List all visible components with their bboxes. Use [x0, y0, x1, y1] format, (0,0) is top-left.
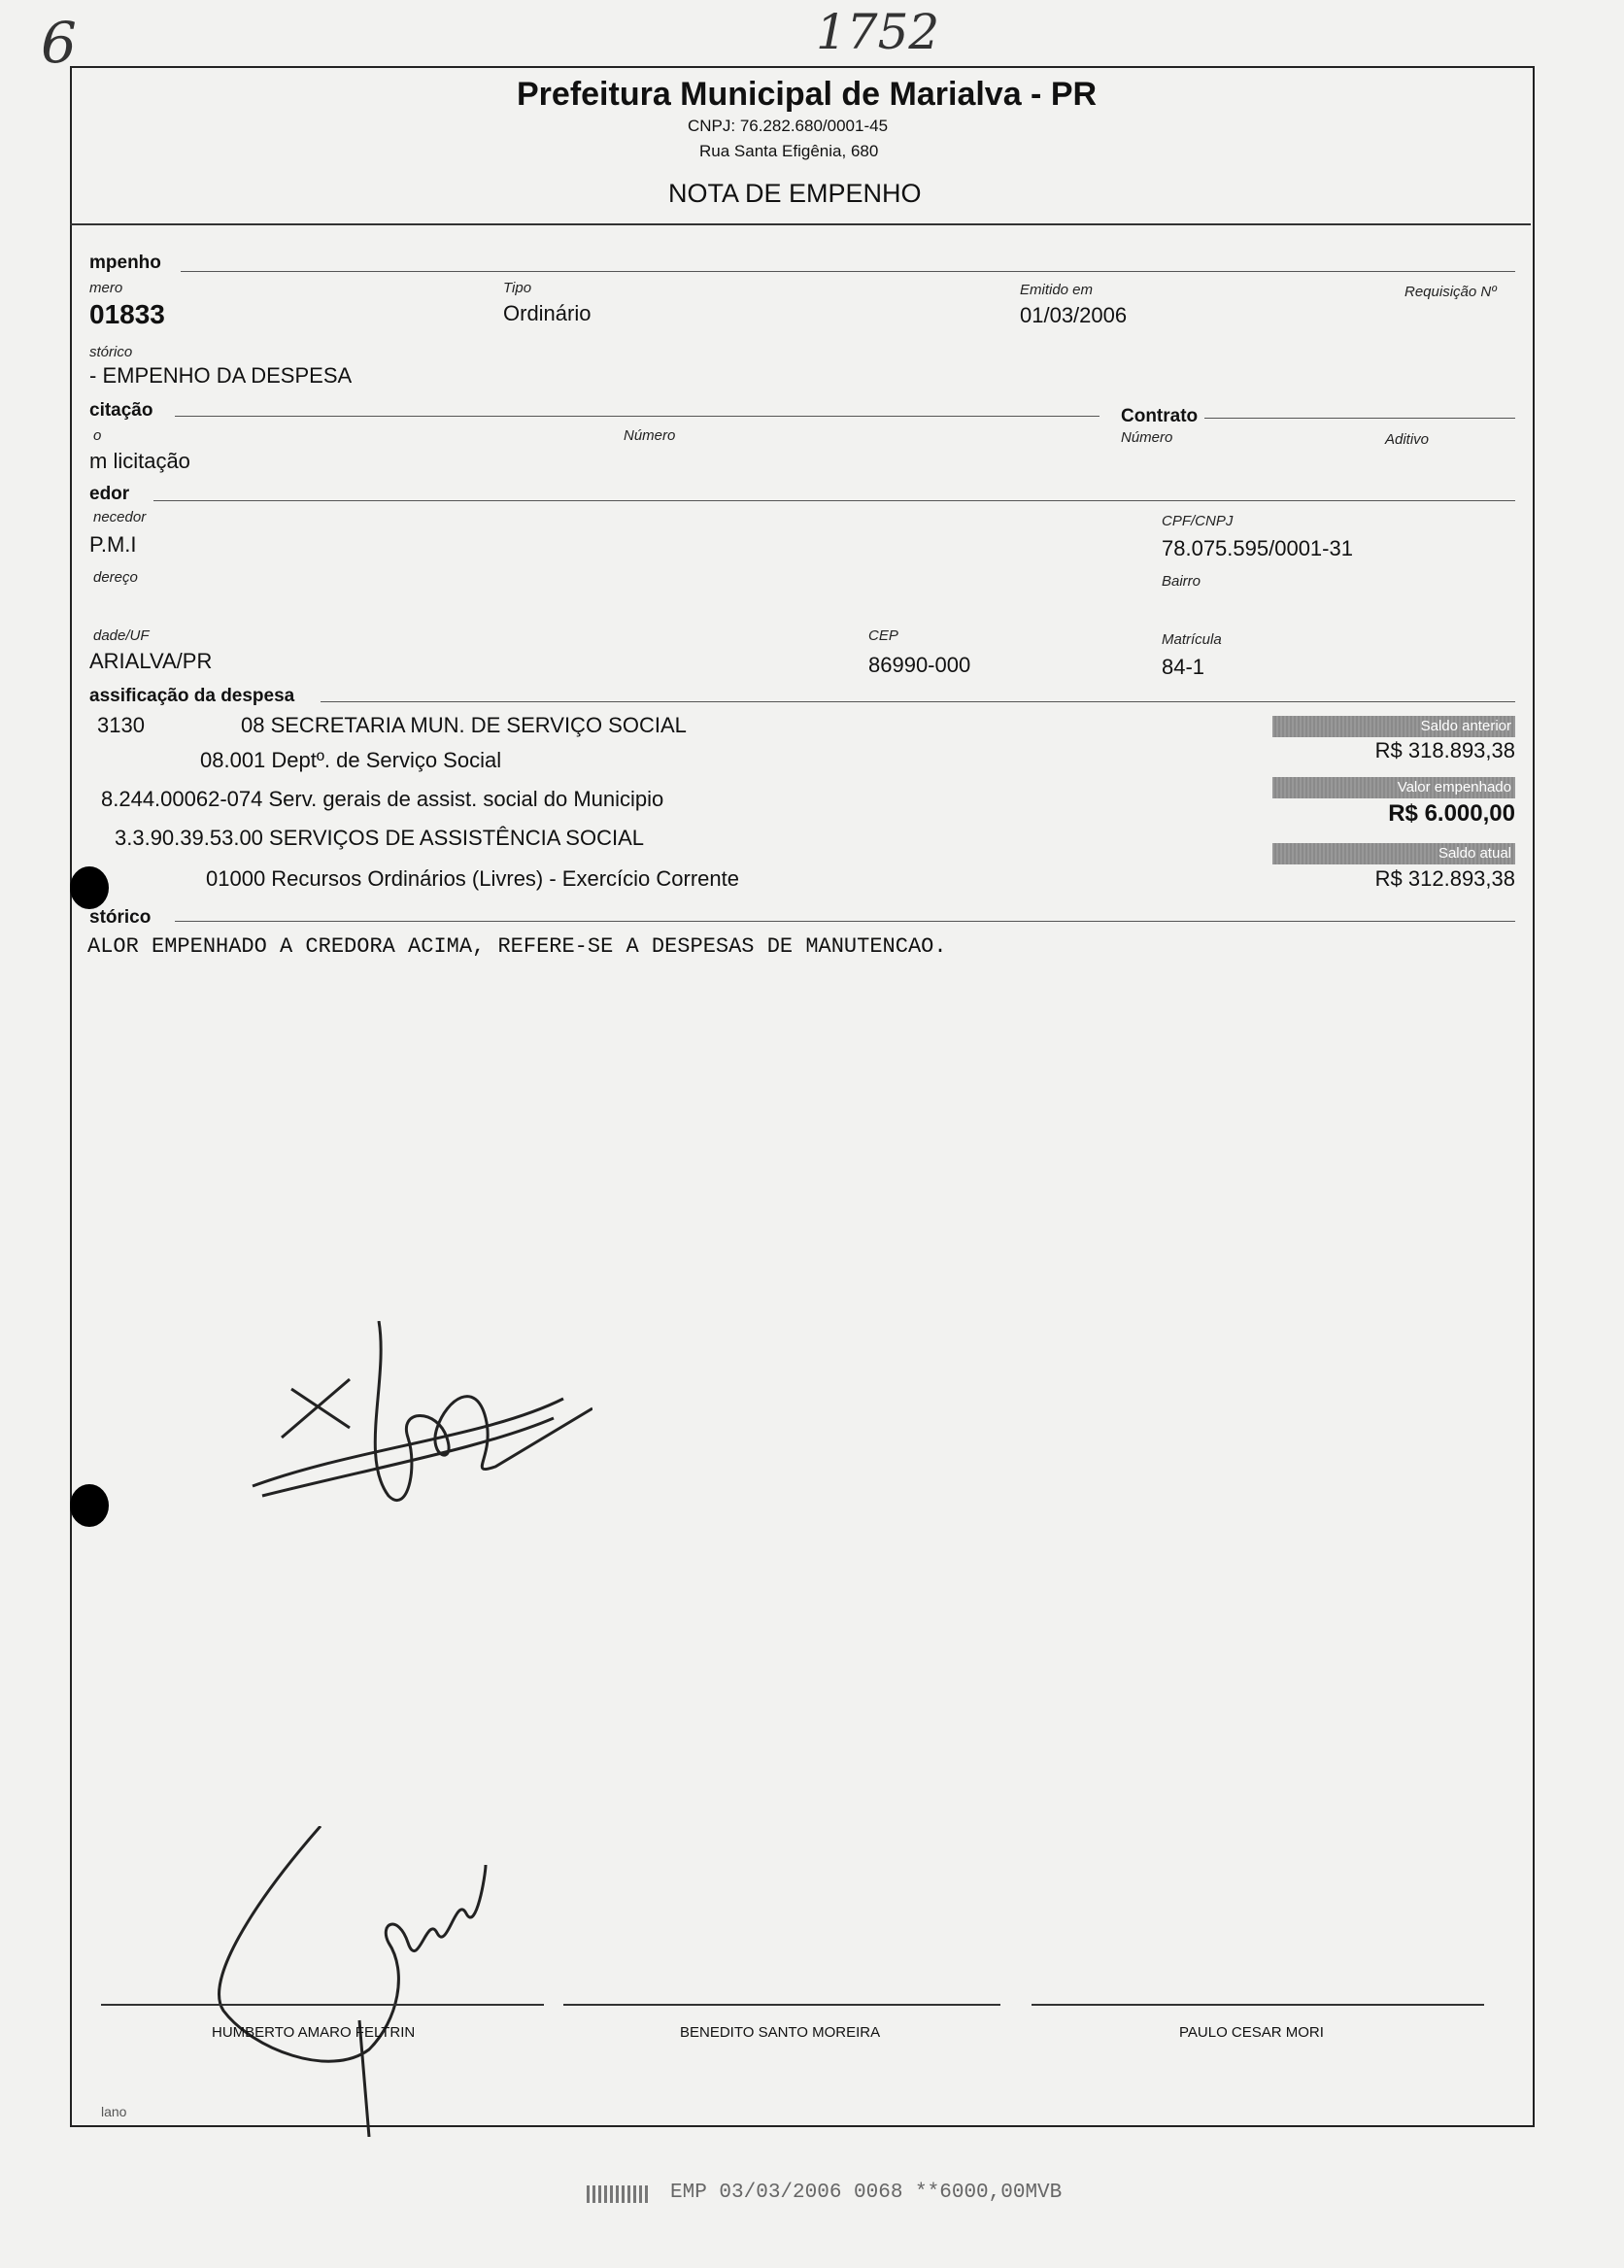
- historico-value: - EMPENHO DA DESPESA: [89, 363, 353, 388]
- contrato-section-label: Contrato: [1121, 406, 1199, 426]
- tipo-label: Tipo: [503, 280, 532, 296]
- empenho-numero: 01833: [89, 299, 165, 329]
- licitacao-divider: [175, 416, 1100, 417]
- fornecedor-value: P.M.I: [89, 532, 137, 557]
- signature-line-3: [1032, 2004, 1484, 2006]
- signatory-name-3: PAULO CESAR MORI: [1179, 2024, 1324, 2041]
- historico-section-label: stórico: [89, 907, 152, 928]
- matricula-label: Matrícula: [1162, 631, 1222, 648]
- punch-hole-bottom: [70, 1484, 109, 1527]
- signatory-name-1: HUMBERTO AMARO FELTRIN: [212, 2024, 416, 2041]
- dotacao-line-1: 08 SECRETARIA MUN. DE SERVIÇO SOCIAL: [241, 713, 687, 737]
- signature-scribble-middle: [243, 1321, 592, 1535]
- fornecedor-label: necedor: [93, 509, 147, 525]
- cpf-value: 78.075.595/0001-31: [1162, 536, 1353, 560]
- valor-empenhado-bar: Valor empenhado: [1272, 777, 1515, 798]
- dotacao-code: 3130: [97, 713, 145, 737]
- signature-line-2: [563, 2004, 1000, 2006]
- cidade-value: ARIALVA/PR: [89, 649, 213, 673]
- historico-label: stórico: [89, 344, 133, 360]
- historico-text: ALOR EMPENHADO A CREDORA ACIMA, REFERE-SE A DESPESAS DE MANUTENCAO.: [87, 934, 947, 959]
- municipality-title: Prefeitura Municipal de Marialva - PR: [517, 76, 1098, 113]
- saldo-atual-value: R$ 312.893,38: [1374, 866, 1515, 891]
- credor-section-label: edor: [89, 484, 130, 504]
- signatory-name-2: BENEDITO SANTO MOREIRA: [680, 2024, 881, 2041]
- empenho-numero-label: mero: [89, 280, 123, 296]
- cidade-label: dade/UF: [93, 627, 150, 644]
- stamp-logo: [587, 2185, 651, 2203]
- dotacao-line-2: 08.001 Deptº. de Serviço Social: [200, 748, 502, 772]
- dotacao-line-5: 01000 Recursos Ordinários (Livres) - Exercício Corrente: [206, 866, 739, 891]
- matricula-value: 84-1: [1162, 655, 1205, 679]
- saldo-atual-bar: Saldo atual: [1272, 843, 1515, 864]
- plano-label: lano: [101, 2104, 127, 2119]
- tipo-value: Ordinário: [503, 301, 592, 325]
- document-title: NOTA DE EMPENHO: [668, 179, 922, 208]
- cep-label: CEP: [868, 627, 898, 644]
- address-line: Rua Santa Efigênia, 680: [699, 142, 879, 160]
- handwritten-left-mark: 6: [41, 10, 77, 76]
- emitido-label: Emitido em: [1020, 282, 1094, 298]
- licitacao-tipo-label: o: [93, 427, 102, 444]
- empenho-divider: [181, 271, 1515, 272]
- licitacao-tipo-value: m licitação: [89, 449, 190, 473]
- signature-line-1: [101, 2004, 544, 2006]
- bairro-label: Bairro: [1162, 573, 1201, 590]
- contrato-numero-label: Número: [1121, 429, 1173, 446]
- contrato-divider: [1204, 418, 1515, 419]
- licitacao-section-label: citação: [89, 400, 153, 421]
- cpf-label: CPF/CNPJ: [1162, 513, 1234, 529]
- classificacao-section-label: assificação da despesa: [89, 686, 295, 706]
- punch-hole-top: [70, 866, 109, 909]
- cnpj-line: CNPJ: 76.282.680/0001-45: [688, 117, 889, 135]
- valor-empenhado-value: R$ 6.000,00: [1388, 800, 1515, 827]
- emitido-value: 01/03/2006: [1020, 303, 1128, 327]
- header-divider: [70, 223, 1531, 225]
- requisicao-label: Requisição Nº: [1404, 284, 1497, 300]
- empenho-section-label: mpenho: [89, 253, 161, 273]
- signature-scribble-bottom-left: [194, 1826, 505, 2137]
- dotacao-line-4: 3.3.90.39.53.00 SERVIÇOS DE ASSISTÊNCIA SOCIAL: [115, 826, 644, 850]
- saldo-anterior-bar: Saldo anterior: [1272, 716, 1515, 737]
- credor-divider: [153, 500, 1515, 501]
- saldo-anterior-value: R$ 318.893,38: [1374, 738, 1515, 762]
- classificacao-divider: [321, 701, 1515, 702]
- licitacao-numero-label: Número: [624, 427, 676, 444]
- cep-value: 86990-000: [868, 653, 971, 677]
- handwritten-page-number: 1752: [816, 4, 940, 60]
- aditivo-label: Aditivo: [1385, 431, 1430, 448]
- dotacao-line-3: 8.244.00062-074 Serv. gerais de assist. social do Municipio: [101, 787, 664, 811]
- historico-divider: [175, 921, 1515, 922]
- mechanical-stamp: EMP 03/03/2006 0068 **6000,00MVB: [670, 2182, 1063, 2204]
- endereco-label: dereço: [93, 569, 138, 586]
